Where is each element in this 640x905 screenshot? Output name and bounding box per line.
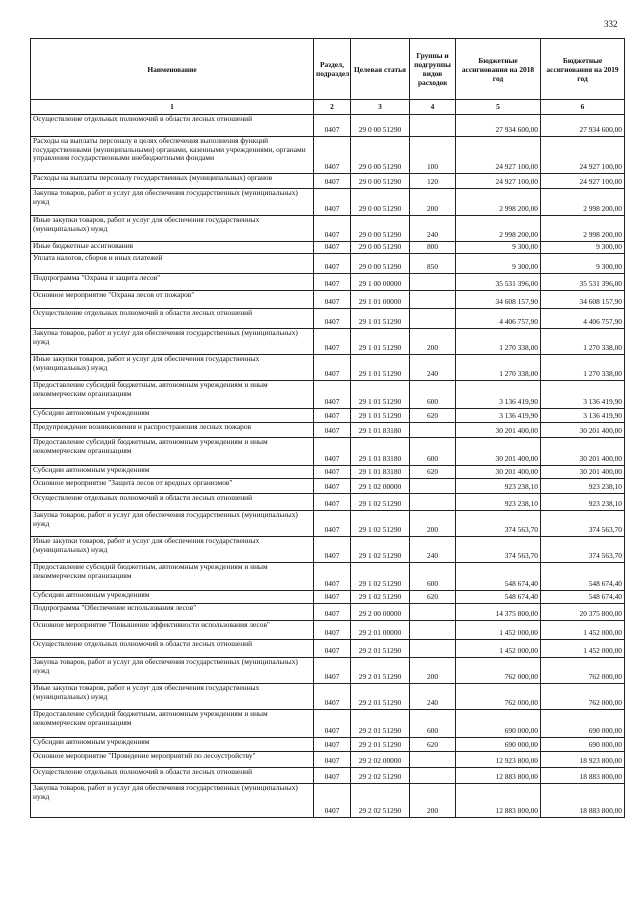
row-section: 0407 (314, 254, 351, 274)
row-target: 29 2 01 51290 (351, 684, 410, 710)
row-amount-2019: 27 934 600,00 (541, 115, 625, 137)
table-row (31, 466, 625, 479)
table-row (31, 784, 625, 818)
row-target: 29 2 01 51290 (351, 640, 410, 658)
row-target: 29 2 01 51290 (351, 658, 410, 684)
row-target: 29 0 00 51290 (351, 216, 410, 242)
row-amount-2019: 18 923 800,00 (541, 752, 625, 768)
row-target: 29 1 01 83180 (351, 466, 410, 479)
row-section: 0407 (314, 115, 351, 137)
row-target: 29 2 02 00000 (351, 752, 410, 768)
header-groups: Группы и подгруппы видов расходов (410, 39, 456, 100)
row-group: 800 (410, 242, 456, 254)
row-amount-2019: 3 136 419,90 (541, 381, 625, 409)
row-amount-2019: 1 452 000,00 (541, 640, 625, 658)
row-group: 620 (410, 466, 456, 479)
row-name: Иные бюджетные ассигнования (31, 242, 314, 254)
table-row (31, 640, 625, 658)
row-target: 29 0 00 51290 (351, 174, 410, 189)
row-group (410, 768, 456, 784)
row-section: 0407 (314, 423, 351, 438)
row-group: 240 (410, 537, 456, 563)
row-section: 0407 (314, 621, 351, 640)
row-amount-2018: 548 674,40 (456, 591, 541, 604)
row-section: 0407 (314, 409, 351, 423)
row-name: Закупка товаров, работ и услуг для обеспечения государственных (муниципальных) нужд (31, 658, 314, 684)
row-amount-2018: 374 563,70 (456, 511, 541, 537)
row-amount-2019: 30 201 400,00 (541, 466, 625, 479)
row-group: 600 (410, 563, 456, 591)
row-group: 120 (410, 174, 456, 189)
row-amount-2019: 374 563,70 (541, 511, 625, 537)
header-2018: Бюджетные ассигнования на 2018 год (456, 39, 541, 100)
row-target: 29 2 01 51290 (351, 710, 410, 738)
row-group: 620 (410, 738, 456, 752)
row-name: Осуществление отдельных полномочий в области лесных отношений (31, 494, 314, 511)
row-target: 29 1 01 83180 (351, 423, 410, 438)
row-section: 0407 (314, 784, 351, 818)
row-amount-2018: 690 000,00 (456, 710, 541, 738)
row-section: 0407 (314, 537, 351, 563)
table-row (31, 409, 625, 423)
row-name: Иные закупки товаров, работ и услуг для обеспечения государственных (муниципальных) нужд (31, 355, 314, 381)
column-number: 3 (351, 100, 410, 115)
row-amount-2018: 27 934 600,00 (456, 115, 541, 137)
row-name: Субсидии автономным учреждениям (31, 591, 314, 604)
row-target: 29 1 02 51290 (351, 537, 410, 563)
row-group: 600 (410, 381, 456, 409)
row-target: 29 0 00 51290 (351, 242, 410, 254)
row-name: Расходы на выплаты персоналу государственных (муниципальных) органов (31, 174, 314, 189)
row-section: 0407 (314, 309, 351, 329)
table-row (31, 216, 625, 242)
row-amount-2019: 30 201 400,00 (541, 438, 625, 466)
row-group: 200 (410, 189, 456, 216)
row-amount-2018: 35 531 396,00 (456, 274, 541, 291)
row-group (410, 291, 456, 309)
row-amount-2019: 9 300,00 (541, 254, 625, 274)
table-body (31, 115, 625, 818)
row-group (410, 274, 456, 291)
row-amount-2019: 1 452 000,00 (541, 621, 625, 640)
row-amount-2018: 762 000,00 (456, 684, 541, 710)
row-name: Закупка товаров, работ и услуг для обеспечения государственных (муниципальных) нужд (31, 511, 314, 537)
row-group: 240 (410, 216, 456, 242)
row-target: 29 1 02 51290 (351, 591, 410, 604)
row-amount-2018: 14 375 800,00 (456, 604, 541, 621)
row-target: 29 2 02 51290 (351, 768, 410, 784)
column-number: 1 (31, 100, 314, 115)
row-amount-2019: 18 883 800,00 (541, 768, 625, 784)
row-section: 0407 (314, 684, 351, 710)
row-amount-2018: 2 998 200,00 (456, 216, 541, 242)
row-amount-2019: 24 927 100,00 (541, 137, 625, 174)
table-row (31, 274, 625, 291)
row-section: 0407 (314, 274, 351, 291)
row-amount-2018: 548 674,40 (456, 563, 541, 591)
row-amount-2018: 3 136 419,90 (456, 381, 541, 409)
row-amount-2018: 374 563,70 (456, 537, 541, 563)
row-section: 0407 (314, 189, 351, 216)
table-row (31, 137, 625, 174)
row-group: 200 (410, 658, 456, 684)
row-section: 0407 (314, 174, 351, 189)
table-row (31, 115, 625, 137)
row-amount-2019: 762 000,00 (541, 684, 625, 710)
table-row (31, 291, 625, 309)
table-row (31, 621, 625, 640)
row-name: Субсидии автономным учреждениям (31, 409, 314, 423)
column-number: 4 (410, 100, 456, 115)
table-row (31, 710, 625, 738)
row-amount-2019: 548 674,40 (541, 591, 625, 604)
row-name: Закупка товаров, работ и услуг для обеспечения государственных (муниципальных) нужд (31, 189, 314, 216)
row-name: Закупка товаров, работ и услуг для обеспечения государственных (муниципальных) нужд (31, 784, 314, 818)
row-name: Осуществление отдельных полномочий в области лесных отношений (31, 309, 314, 329)
row-amount-2019: 923 238,10 (541, 479, 625, 494)
row-section: 0407 (314, 438, 351, 466)
table-row (31, 494, 625, 511)
row-amount-2018: 30 201 400,00 (456, 466, 541, 479)
column-number: 6 (541, 100, 625, 115)
row-section: 0407 (314, 604, 351, 621)
row-name: Иные закупки товаров, работ и услуг для обеспечения государственных (муниципальных) нужд (31, 216, 314, 242)
row-target: 29 0 00 51290 (351, 189, 410, 216)
row-name: Основное мероприятие "Проведение мероприятий по лесоустройству" (31, 752, 314, 768)
row-group: 850 (410, 254, 456, 274)
row-amount-2019: 34 608 157,90 (541, 291, 625, 309)
row-amount-2018: 30 201 400,00 (456, 438, 541, 466)
row-name: Предоставление субсидий бюджетным, автономным учреждениям и иным некоммерческим организациям (31, 563, 314, 591)
table-row (31, 591, 625, 604)
row-amount-2019: 762 000,00 (541, 658, 625, 684)
table-row (31, 438, 625, 466)
table-row (31, 738, 625, 752)
row-target: 29 0 00 51290 (351, 137, 410, 174)
table-row (31, 752, 625, 768)
row-section: 0407 (314, 768, 351, 784)
row-group: 200 (410, 329, 456, 355)
row-amount-2019: 374 563,70 (541, 537, 625, 563)
row-name: Предоставление субсидий бюджетным, автономным учреждениям и иным некоммерческим организациям (31, 710, 314, 738)
table-row (31, 254, 625, 274)
table-row (31, 309, 625, 329)
row-amount-2019: 18 883 800,00 (541, 784, 625, 818)
row-section: 0407 (314, 355, 351, 381)
row-section: 0407 (314, 137, 351, 174)
row-amount-2018: 12 883 800,00 (456, 784, 541, 818)
row-amount-2018: 1 452 000,00 (456, 621, 541, 640)
row-name: Осуществление отдельных полномочий в области лесных отношений (31, 115, 314, 137)
row-name: Основное мероприятие "Охрана лесов от пожаров" (31, 291, 314, 309)
row-target: 29 1 01 51290 (351, 355, 410, 381)
table-row (31, 242, 625, 254)
row-group: 600 (410, 438, 456, 466)
row-name: Субсидии автономным учреждениям (31, 466, 314, 479)
table-row (31, 174, 625, 189)
row-amount-2018: 34 608 157,90 (456, 291, 541, 309)
row-target: 29 1 02 00000 (351, 479, 410, 494)
row-target: 29 0 00 51290 (351, 115, 410, 137)
row-amount-2018: 4 406 757,90 (456, 309, 541, 329)
row-target: 29 1 01 51290 (351, 381, 410, 409)
row-amount-2019: 3 136 419,90 (541, 409, 625, 423)
row-name: Основное мероприятие "Защита лесов от вредных организмов" (31, 479, 314, 494)
row-group (410, 309, 456, 329)
row-amount-2018: 9 300,00 (456, 242, 541, 254)
row-section: 0407 (314, 291, 351, 309)
row-amount-2018: 1 270 338,00 (456, 355, 541, 381)
row-amount-2018: 9 300,00 (456, 254, 541, 274)
row-amount-2018: 923 238,10 (456, 494, 541, 511)
table-row (31, 768, 625, 784)
row-amount-2019: 24 927 100,00 (541, 174, 625, 189)
row-amount-2019: 2 998 200,00 (541, 216, 625, 242)
row-section: 0407 (314, 381, 351, 409)
row-amount-2018: 12 923 800,00 (456, 752, 541, 768)
row-target: 29 1 01 51290 (351, 309, 410, 329)
row-section: 0407 (314, 216, 351, 242)
row-section: 0407 (314, 494, 351, 511)
column-number: 5 (456, 100, 541, 115)
row-target: 29 2 02 51290 (351, 784, 410, 818)
row-group: 240 (410, 355, 456, 381)
row-amount-2018: 24 927 100,00 (456, 174, 541, 189)
table-row (31, 604, 625, 621)
row-target: 29 2 01 51290 (351, 738, 410, 752)
row-amount-2018: 690 000,00 (456, 738, 541, 752)
row-name: Уплата налогов, сборов и иных платежей (31, 254, 314, 274)
row-amount-2019: 923 238,10 (541, 494, 625, 511)
row-target: 29 1 01 83180 (351, 438, 410, 466)
row-group: 620 (410, 409, 456, 423)
row-group: 200 (410, 511, 456, 537)
row-group (410, 604, 456, 621)
row-group (410, 640, 456, 658)
row-group (410, 752, 456, 768)
row-group: 240 (410, 684, 456, 710)
row-amount-2019: 35 531 396,00 (541, 274, 625, 291)
row-section: 0407 (314, 479, 351, 494)
row-group: 100 (410, 137, 456, 174)
row-target: 29 1 01 51290 (351, 409, 410, 423)
row-section: 0407 (314, 738, 351, 752)
row-section: 0407 (314, 640, 351, 658)
header-section: Раздел, подраздел (314, 39, 351, 100)
row-amount-2019: 690 000,00 (541, 710, 625, 738)
row-target: 29 2 00 00000 (351, 604, 410, 621)
row-target: 29 1 00 00000 (351, 274, 410, 291)
row-name: Иные закупки товаров, работ и услуг для обеспечения государственных (муниципальных) нужд (31, 684, 314, 710)
header-2019: Бюджетные ассигнования на 2019 год (541, 39, 625, 100)
table-row (31, 479, 625, 494)
row-section: 0407 (314, 752, 351, 768)
table-row (31, 381, 625, 409)
row-amount-2019: 20 375 800,00 (541, 604, 625, 621)
row-target: 29 1 02 51290 (351, 494, 410, 511)
budget-table (30, 38, 625, 818)
row-name: Осуществление отдельных полномочий в области лесных отношений (31, 768, 314, 784)
row-name: Предоставление субсидий бюджетным, автономным учреждениям и иным некоммерческим организациям (31, 381, 314, 409)
row-amount-2018: 923 238,10 (456, 479, 541, 494)
row-name: Иные закупки товаров, работ и услуг для обеспечения государственных (муниципальных) нужд (31, 537, 314, 563)
column-numbers-row (31, 100, 625, 115)
row-target: 29 0 00 51290 (351, 254, 410, 274)
table-row (31, 684, 625, 710)
header-name: Наименование (31, 39, 314, 100)
row-amount-2018: 12 883 800,00 (456, 768, 541, 784)
row-amount-2018: 30 201 400,00 (456, 423, 541, 438)
row-name: Подпрограмма "Охрана и защита лесов" (31, 274, 314, 291)
row-target: 29 1 02 51290 (351, 563, 410, 591)
table-row (31, 423, 625, 438)
row-amount-2019: 2 998 200,00 (541, 189, 625, 216)
row-section: 0407 (314, 242, 351, 254)
row-section: 0407 (314, 466, 351, 479)
row-amount-2019: 9 300,00 (541, 242, 625, 254)
table-row (31, 537, 625, 563)
row-amount-2019: 548 674,40 (541, 563, 625, 591)
row-amount-2018: 2 998 200,00 (456, 189, 541, 216)
table-row (31, 355, 625, 381)
row-group (410, 494, 456, 511)
header-row (31, 39, 625, 100)
row-amount-2018: 1 270 338,00 (456, 329, 541, 355)
row-amount-2019: 1 270 338,00 (541, 329, 625, 355)
row-target: 29 1 01 51290 (351, 329, 410, 355)
row-group (410, 423, 456, 438)
row-section: 0407 (314, 511, 351, 537)
row-group: 620 (410, 591, 456, 604)
row-name: Предоставление субсидий бюджетным, автономным учреждениям и иным некоммерческим организациям (31, 438, 314, 466)
row-target: 29 2 01 00000 (351, 621, 410, 640)
row-section: 0407 (314, 710, 351, 738)
row-section: 0407 (314, 329, 351, 355)
row-section: 0407 (314, 658, 351, 684)
row-target: 29 1 01 00000 (351, 291, 410, 309)
row-section: 0407 (314, 591, 351, 604)
row-amount-2019: 1 270 338,00 (541, 355, 625, 381)
row-name: Расходы на выплаты персоналу в целях обеспечения выполнения функций государственными (муниципальными) органами, казенными учреждениями, органами управления государственными внебюджетными фондами (31, 137, 314, 174)
row-group (410, 479, 456, 494)
row-amount-2018: 24 927 100,00 (456, 137, 541, 174)
table-row (31, 329, 625, 355)
row-amount-2018: 1 452 000,00 (456, 640, 541, 658)
row-group (410, 621, 456, 640)
row-name: Осуществление отдельных полномочий в области лесных отношений (31, 640, 314, 658)
table-row (31, 563, 625, 591)
table-row (31, 511, 625, 537)
row-amount-2018: 762 000,00 (456, 658, 541, 684)
row-amount-2019: 4 406 757,90 (541, 309, 625, 329)
row-target: 29 1 02 51290 (351, 511, 410, 537)
row-section: 0407 (314, 563, 351, 591)
header-target: Целевая статья (351, 39, 410, 100)
row-amount-2019: 30 201 400,00 (541, 423, 625, 438)
row-name: Основное мероприятие "Повышение эффективности использования лесов" (31, 621, 314, 640)
row-group: 200 (410, 784, 456, 818)
row-name: Субсидии автономным учреждениям (31, 738, 314, 752)
row-group: 600 (410, 710, 456, 738)
column-number: 2 (314, 100, 351, 115)
row-amount-2019: 690 000,00 (541, 738, 625, 752)
page-number: 332 (604, 19, 618, 29)
table-row (31, 189, 625, 216)
row-group (410, 115, 456, 137)
row-name: Закупка товаров, работ и услуг для обеспечения государственных (муниципальных) нужд (31, 329, 314, 355)
row-amount-2018: 3 136 419,90 (456, 409, 541, 423)
table-row (31, 658, 625, 684)
row-name: Подпрограмма "Обеспечение использования лесов" (31, 604, 314, 621)
row-name: Предупреждение возникновения и распространения лесных пожаров (31, 423, 314, 438)
